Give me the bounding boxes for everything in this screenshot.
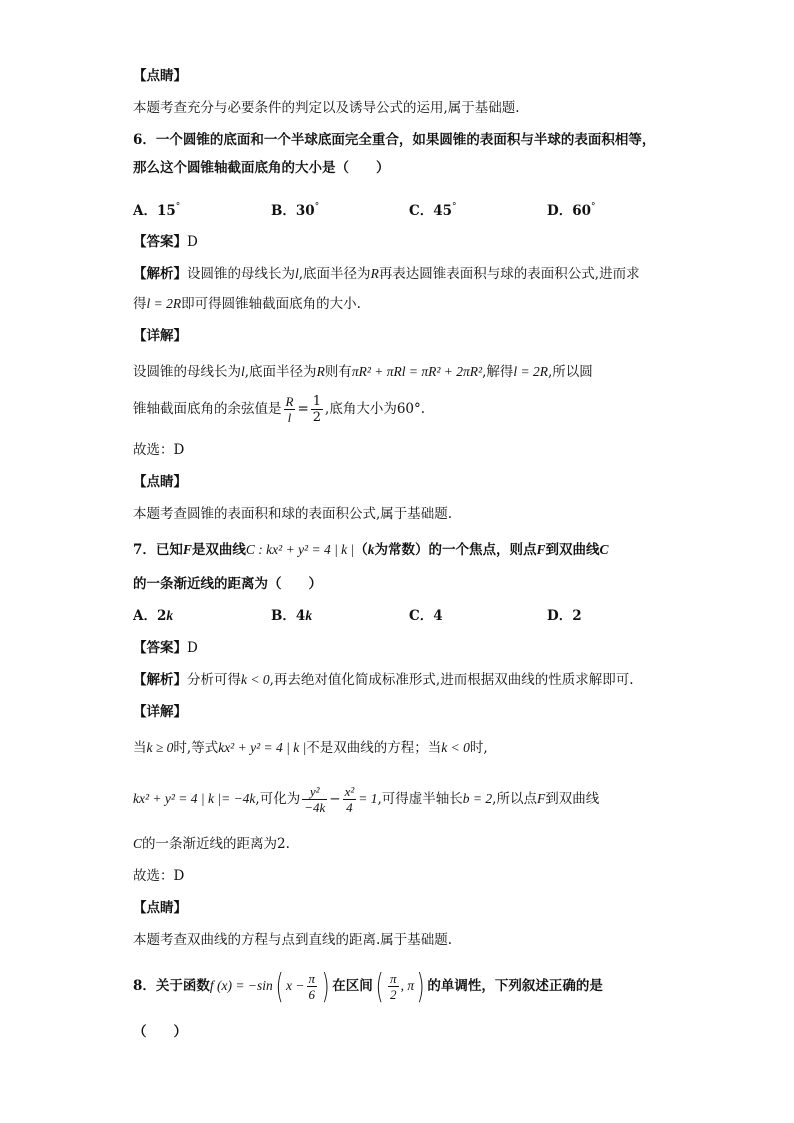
answer-label: 【答案】 [133,234,187,250]
answer-line [133,638,198,658]
section-label-dianjing: 【点睛】 [133,68,187,84]
question-8-line-2: （ ） [133,1024,187,1040]
choice-line: 故选：D [133,868,185,884]
analysis-line-1: 【解析】分析可得k < 0,再去绝对值化简成标准形式,进而根据双曲线的性质求解即可. [133,672,634,688]
dianjing-text: 本题考查充分与必要条件的判定以及诱导公式的运用,属于基础题. [133,100,520,116]
question-8-line-1: 8．关于函数f (x) = −sin( x − $\frac{\pi}{6}$ ) 在区间( $\frac{\pi}{2}$ , π) 的单调性，下列叙述正确的是 [133,966,603,1007]
answer-value: D [187,234,198,250]
section-label-dianjing: 【点睛】 [133,474,187,490]
detail-line-3: C的一条渐近线的距离为2. [133,836,290,852]
answer-line [133,232,198,252]
option-d: D．60° [547,202,596,219]
right-paren-icon: ) [321,966,330,1007]
dianjing-text: 本题考查圆锥的表面积和球的表面积公式,属于基础题. [133,506,453,522]
option-b: B．30° [271,202,320,219]
option-b: B．4k [271,608,313,624]
option-c: C．4 [409,608,443,624]
question-7-line-2: 的一条渐近线的距离为（ ） [133,576,322,592]
analysis-line-1: 【解析】设圆锥的母线长为l,底面半径为R再表达圆锥表面积与球的表面积公式,进而求 [133,266,640,282]
fraction: $\frac{R}{l}$ [285,394,294,425]
option-c: C．45° [409,202,457,219]
detail-line-1: 当k ≥ 0时,等式kx² + y² = 4 | k |不是双曲线的方程；当k < 0时, [133,740,488,756]
detail-label: 【详解】 [133,328,187,344]
fraction: $\frac{\text{x²}}{4}$ [344,784,355,815]
right-paren-icon: ) [416,966,425,1007]
left-paren-icon: ( [275,966,284,1007]
detail-line-2: kx² + y² = 4 | k |= −4k,可化为 $\frac{\text{y²}}{-4k}$ − $\frac{\text{x²}}{4}$ = 1,可得虚半轴长b = 2,所以点F到双曲线 [133,784,600,815]
fraction: $\frac{1}{2}$ [312,394,322,425]
option-d: D．2 [547,608,582,624]
question-7-line-1: 7．已知F是双曲线C : kx² + y² = 4 | k |（k为常数）的一个焦点，则点F到双曲线C [133,542,609,558]
section-label-dianjing: 【点睛】 [133,900,187,916]
fraction: $\frac{\text{y²}}{-4k}$ [304,784,326,815]
analysis-line-2: 得l = 2R即可得圆锥轴截面底角的大小. [133,296,361,312]
fraction: $\frac{\pi}{6}$ [308,971,316,1002]
left-paren-icon: ( [375,966,384,1007]
option-a: A．15° [133,202,181,219]
answer-value: D [187,640,198,656]
question-6-line-1: 6．一个圆锥的底面和一个半球底面完全重合，如果圆锥的表面积与半球的表面积相等， [133,132,656,148]
question-6-line-2: 那么这个圆锥轴截面底角的大小是（ ） [133,160,390,176]
detail-line-2: 锥轴截面底角的余弦值是 $\frac{R}{l}$ = $\frac{1}{2}$ ,底角大小为60°. [133,394,426,425]
choice-line: 故选：D [133,442,185,458]
answer-label: 【答案】 [133,640,187,656]
detail-label: 【详解】 [133,704,187,720]
detail-line-1: 设圆锥的母线长为l,底面半径为R则有πR² + πRl = πR² + 2πR²,解得l = 2R,所以圆 [133,364,593,380]
option-a: A．2k [133,608,174,624]
dianjing-text: 本题考查双曲线的方程与点到直线的距离.属于基础题. [133,932,453,948]
fraction: $\frac{\pi}{2}$ [390,971,397,1002]
